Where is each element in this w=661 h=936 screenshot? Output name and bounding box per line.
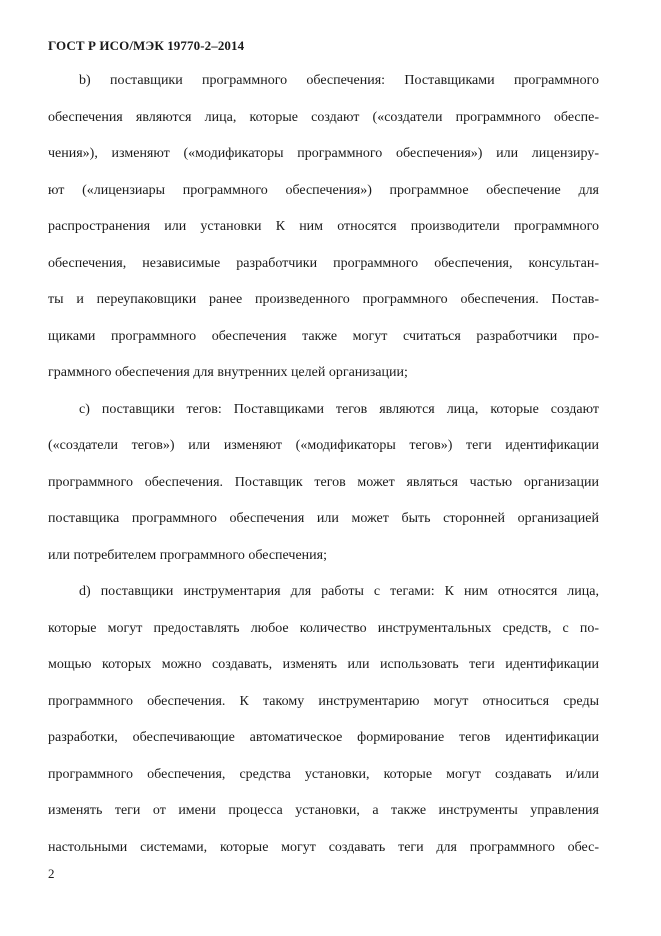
document-body [48, 63, 599, 866]
paragraph-line: b) поставщики программного обеспечения: Поставщиками программного [79, 73, 599, 88]
paragraph-line: щиками программного обеспечения также могут считаться разработчики про- [48, 328, 599, 344]
paragraph-line: разработки, обеспечивающие автоматическое формирование тегов идентификации [48, 730, 599, 745]
paragraph-line: ют («лицензиары программного обеспечения») программное обеспечение для [48, 182, 599, 198]
paragraph-line: или потребителем программного обеспечения; [48, 547, 327, 563]
document-header: ГОСТ Р ИСО/МЭК 19770-2–2014 [48, 38, 245, 53]
paragraph-line: настольными системами, которые могут создавать теги для программного обес- [48, 839, 599, 855]
paragraph-line: распространения или установки К ним относятся производители программного [48, 219, 599, 234]
paragraph-b [48, 63, 599, 392]
paragraph-line: мощью которых можно создавать, изменять или использовать теги идентификации [48, 657, 599, 672]
paragraph-c [48, 392, 599, 575]
paragraph-line: («создатели тегов») или изменяют («модификаторы тегов») теги идентификации [48, 438, 599, 453]
page-number: 2 [48, 866, 55, 881]
paragraph-line: обеспечения являются лица, которые создают («создатели программного обеспе- [48, 109, 599, 125]
paragraph-line: с) поставщики тегов: Поставщиками тегов являются лица, которые создают [79, 401, 599, 417]
paragraph-line: изменять теги от имени процесса установки, а также инструменты управления [48, 803, 599, 818]
paragraph-line: d) поставщики инструментария для работы с тегами: К ним относятся лица, [79, 584, 599, 599]
paragraph-line: чения»), изменяют («модификаторы программного обеспечения») или лицензиру- [48, 146, 599, 161]
paragraph-d [48, 574, 599, 866]
paragraph-line: программного обеспечения, средства установки, которые могут создавать и/или [48, 766, 599, 782]
paragraph-line: обеспечения, независимые разработчики программного обеспечения, консультан- [48, 255, 599, 271]
paragraph-line: программного обеспечения. Поставщик тегов может являться частью организации [48, 474, 599, 490]
paragraph-line: ты и переупаковщики ранее произведенного программного обеспечения. Постав- [48, 292, 599, 307]
paragraph-line: поставщика программного обеспечения или может быть сторонней организацией [48, 511, 599, 526]
paragraph-line: которые могут предоставлять любое количество инструментальных средств, с по- [48, 620, 599, 636]
paragraph-line: программного обеспечения. К такому инструментарию могут относиться среды [48, 693, 599, 709]
paragraph-line: граммного обеспечения для внутренних целей организации; [48, 365, 408, 380]
